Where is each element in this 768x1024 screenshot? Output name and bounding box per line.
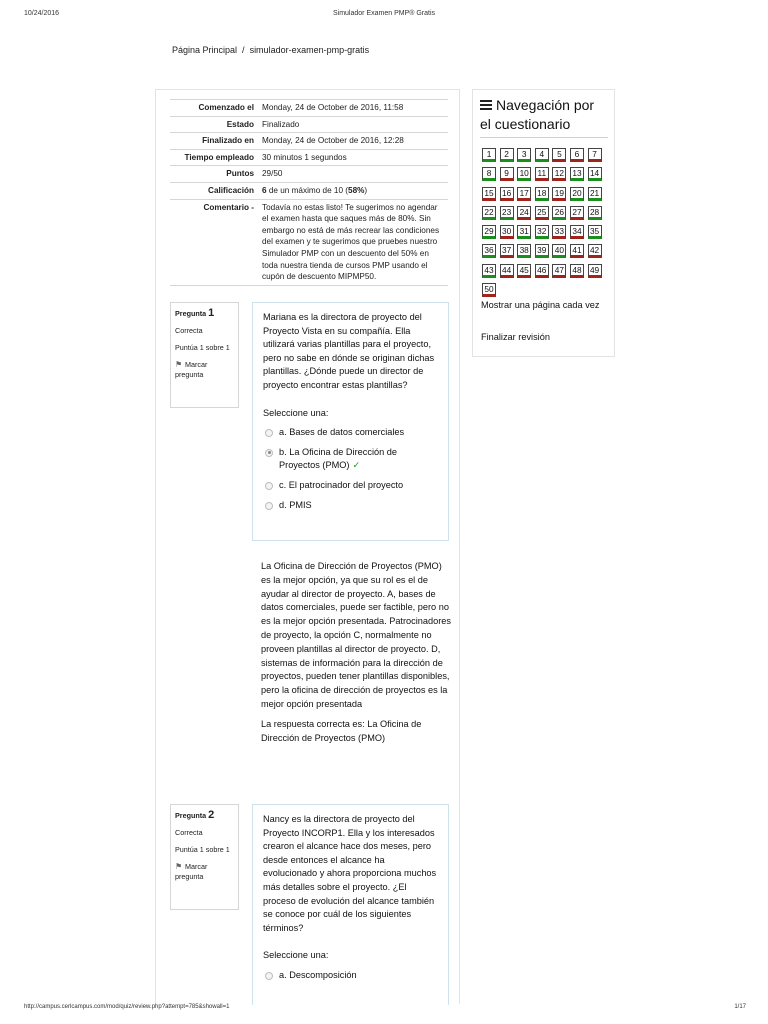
flag-icon: ⚑ [175,360,183,369]
question-nav-button[interactable]: 7 [588,148,602,162]
question-nav-button[interactable]: 31 [517,225,531,239]
flag-question-label: Marcar pregunta [175,360,208,379]
question-nav-button[interactable]: 44 [500,264,514,278]
check-icon: ✓ [352,460,361,471]
answer-option-text: a. Bases de datos comerciales [279,427,405,438]
question-nav-button[interactable]: 38 [517,244,531,258]
question-nav-button[interactable]: 43 [482,264,496,278]
flag-icon: ⚑ [175,862,183,871]
summary-row [170,199,448,285]
question-nav-button[interactable]: 6 [570,148,584,162]
summary-value: Monday, 24 de October de 2016, 12:28 [258,133,448,150]
summary-key: Comenzado el [170,100,258,117]
question-number [175,308,234,319]
question-nav-button[interactable]: 16 [500,187,514,201]
summary-key: Estado [170,116,258,133]
summary-key: Calificación [170,182,258,199]
question-nav-button[interactable]: 42 [588,244,602,258]
question-label: Pregunta [175,309,207,318]
question-box-1 [252,302,449,541]
question-nav-button[interactable]: 8 [482,167,496,181]
question-nav-button[interactable]: 30 [500,225,514,239]
question-nav-button[interactable]: 11 [535,167,549,181]
question-nav-button[interactable]: 19 [552,187,566,201]
question-nav-button[interactable]: 14 [588,167,602,181]
summary-row [170,116,448,133]
radio-button[interactable] [265,502,273,510]
question-nav-button[interactable]: 24 [517,206,531,220]
question-nav-button[interactable]: 10 [517,167,531,181]
summary-row [170,166,448,183]
answer-option-label [279,446,438,473]
question-number-value: 2 [208,809,215,821]
breadcrumb [172,45,369,55]
grade-close: ) [364,185,368,195]
summary-value: 30 minutos 1 segundos [258,149,448,166]
comment-value: Todavía no estas listo! Te sugerimos no agendar el examen hasta que saques más de 80%. Sin embargo no está de más recrear las condiciones del examen y te sugerimos que pruebes nuestro Simulador PMP con un descuento del 50% en toda nuestra tienda de cursos PMP usando el cupón de descuento MIPMP50. [258,199,448,285]
grade-score: 6 [262,185,267,195]
question-nav-button[interactable]: 21 [588,187,602,201]
breadcrumb-current-link[interactable]: simulador-examen-pmp-gratis [249,45,370,55]
feedback-text: La Oficina de Dirección de Proyectos (PMO) es la mejor opción, ya que su rol es el de ayudar al director de proyecto. A, bases de datos comerciales, puede ser factible, pero no es la mejor opción presentada. Patrocinadores de proyecto, la opción C, normalmente no proveen plantillas al director de proyecto. D, sistemas de información para la dirección de proyectos, pueden tener plantillas disponibles, pero la oficina de dirección de proyectos es la mejor opción presentada [261,561,451,709]
question-nav-button[interactable]: 39 [535,244,549,258]
radio-button[interactable] [265,972,273,980]
question-text: Mariana es la directora de proyecto del Proyecto Vista en su compañía. Ella utilizará varias plantillas para el proyecto, pero no sabe en dónde se originan dichas plantillas. ¿Dónde puede un director de proyecto encontrar estas plantillas? [263,312,435,390]
print-page-number: 1/17 [734,1004,746,1010]
summary-key: Finalizado en [170,133,258,150]
answer-option-text: a. Descomposición [279,969,357,980]
question-nav-button[interactable]: 36 [482,244,496,258]
right-answer: La respuesta correcta es: La Oficina de Dirección de Proyectos (PMO) [261,718,422,743]
question-status: Correcta [175,326,203,335]
grade-value [258,182,448,199]
radio-button[interactable] [265,482,273,490]
print-title: Simulador Examen PMP® Gratis [332,10,436,17]
question-nav-button[interactable]: 4 [535,148,549,162]
print-url: http://campus.cerlcampus.com/mod/quiz/review.php?attempt=785&showall=1 [24,1004,230,1010]
question-nav-button[interactable]: 9 [500,167,514,181]
question-nav-button[interactable]: 20 [570,187,584,201]
question-nav-button[interactable]: 3 [517,148,531,162]
quiz-review-panel [155,89,460,1004]
quiz-navigation-title [480,96,608,138]
question-nav-button[interactable]: 29 [482,225,496,239]
answer-option[interactable] [263,426,438,440]
question-nav-button[interactable]: 47 [552,264,566,278]
question-nav-button[interactable]: 41 [570,244,584,258]
breadcrumb-separator: / [242,45,245,55]
select-one-label: Seleccione una: [263,407,329,418]
select-one-label: Seleccione una: [263,950,329,961]
question-nav-button[interactable]: 27 [570,206,584,220]
summary-key: Comentario - [170,199,258,285]
question-info-2 [170,804,239,910]
question-label: Pregunta [175,811,207,820]
summary-key: Tiempo empleado [170,149,258,166]
question-nav-button[interactable]: 15 [482,187,496,201]
question-number [175,810,234,821]
finish-review-link[interactable]: Finalizar revisión [481,332,550,342]
question-status: Correcta [175,828,203,837]
answer-option[interactable] [263,446,438,473]
answer-option-text: d. PMIS [279,499,312,510]
question-nav-button[interactable]: 26 [552,206,566,220]
answer-option[interactable] [263,499,438,513]
quiz-navigation-panel [472,89,615,357]
question-navigation-grid [482,148,607,297]
question-nav-button[interactable]: 48 [570,264,584,278]
summary-row [170,182,448,199]
question-nav-button[interactable]: 12 [552,167,566,181]
summary-key: Puntos [170,166,258,183]
menu-icon[interactable] [480,100,492,110]
question-nav-button[interactable]: 17 [517,187,531,201]
summary-value: Finalizado [258,116,448,133]
question-info-1 [170,302,239,408]
grade-max: de un máximo de 10 ( [266,185,349,195]
question-nav-button[interactable]: 45 [517,264,531,278]
question-nav-button[interactable]: 49 [588,264,602,278]
answer-option-text: c. El patrocinador del proyecto [279,479,404,490]
answer-option[interactable] [263,969,438,983]
question-score: Puntúa 1 sobre 1 [175,343,230,352]
summary-value: Monday, 24 de October de 2016, 11:58 [258,100,448,117]
flag-question-link[interactable] [175,360,234,380]
radio-button[interactable] [265,429,273,437]
question-nav-button[interactable]: 32 [535,225,549,239]
question-number-value: 1 [208,307,215,319]
question-nav-button[interactable]: 50 [482,283,496,297]
flag-question-label: Marcar pregunta [175,862,208,881]
print-date: 10/24/2016 [24,10,60,17]
question-nav-button[interactable]: 35 [588,225,602,239]
summary-row [170,100,448,117]
print-header [0,10,768,22]
quiz-navigation-title-text: Navegación por el cuestionario [480,97,595,132]
answer-option-text: b. La Oficina de Dirección de Proyectos (PMO) [279,446,397,471]
attempt-summary-table [170,99,448,286]
question-nav-button[interactable]: 40 [552,244,566,258]
show-one-page-link[interactable]: Mostrar una página cada vez [481,300,600,310]
question-nav-button[interactable]: 37 [500,244,514,258]
summary-row [170,149,448,166]
question-score: Puntúa 1 sobre 1 [175,845,230,854]
question-nav-button[interactable]: 22 [482,206,496,220]
print-footer [0,1004,768,1016]
question-nav-button[interactable]: 46 [535,264,549,278]
question-feedback-1 [261,560,451,745]
question-nav-button[interactable]: 13 [570,167,584,181]
question-nav-button[interactable]: 33 [552,225,566,239]
question-nav-button[interactable]: 5 [552,148,566,162]
flag-question-link[interactable] [175,862,234,882]
summary-value: 29/50 [258,166,448,183]
breadcrumb-home-link[interactable]: Página Principal [172,45,238,55]
question-nav-button[interactable]: 28 [588,206,602,220]
question-box-2 [252,804,449,1005]
question-nav-button[interactable]: 1 [482,148,496,162]
question-nav-button[interactable]: 18 [535,187,549,201]
summary-row [170,133,448,150]
question-nav-button[interactable]: 23 [500,206,514,220]
radio-button-selected[interactable] [265,449,273,457]
question-nav-button[interactable]: 2 [500,148,514,162]
question-nav-button[interactable]: 34 [570,225,584,239]
grade-percent: 58% [348,185,365,195]
answer-option[interactable] [263,479,438,493]
question-nav-button[interactable]: 25 [535,206,549,220]
question-text: Nancy es la directora de proyecto del Proyecto INCORP1. Ella y los interesados crearon el alcance hace dos meses, pero desde entonces el alcance ha evolucionado y ahora proporciona muchos más detalles sobre el proyecto. ¿El proceso de evolución del alcance también se conoce por cuál de los siguientes términos? [263,814,437,933]
